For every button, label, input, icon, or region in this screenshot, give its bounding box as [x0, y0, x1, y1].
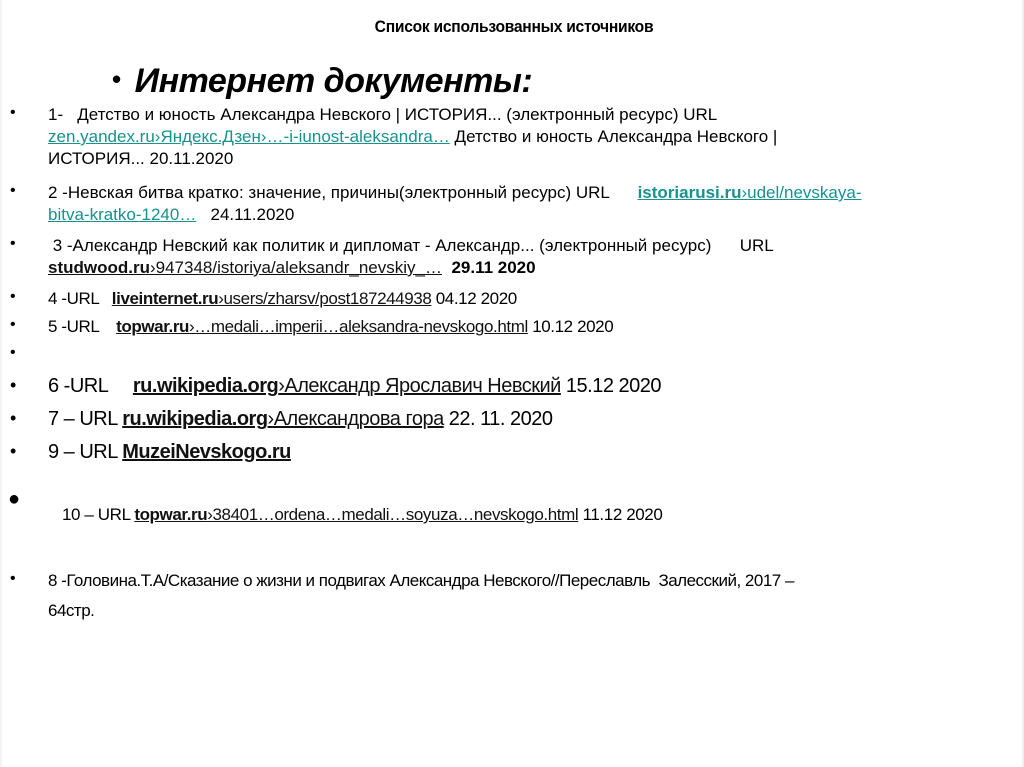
source-2-link-cont[interactable]: [48, 205, 196, 224]
source-2-link[interactable]: [638, 183, 862, 202]
link-path: ›38401…ordena…medali…soyuza…nevskogo.html: [207, 505, 579, 524]
source-7-date: 22. 11. 2020: [443, 408, 553, 430]
link-domain: istoriarusi.ru: [637, 183, 742, 202]
source-7-prefix: 7 – URL: [48, 408, 123, 430]
source-9-link[interactable]: [122, 441, 291, 463]
source-3-title: 3 -Александр Невский как политик и дипломат - Александр... (электронный ресурс) URL: [48, 236, 774, 255]
link-domain: topwar.ru: [116, 317, 190, 336]
source-6-prefix: 6 -URL: [48, 375, 133, 397]
link-path: ›Яндекс.Дзен›…-i-iunost-aleksandra…: [154, 127, 450, 146]
source-1-title: 1- Детство и юность Александра Невского | ИСТОРИЯ... (электронный ресурс) URL: [48, 105, 718, 124]
link-domain: studwood.ru: [48, 258, 150, 277]
bullet: •: [10, 235, 16, 252]
bullet: •: [10, 104, 16, 121]
link-domain: topwar.ru: [134, 505, 208, 524]
bullet: •: [10, 316, 16, 333]
bullet: •: [10, 570, 16, 587]
source-2-title: 2 -Невская битва кратко: значение, причины(электронный ресурс) URL: [48, 183, 610, 202]
bullet: •: [10, 375, 17, 395]
source-10-link[interactable]: [134, 505, 578, 524]
link-domain: zen.yandex.ru: [48, 127, 155, 146]
bullet: •: [10, 182, 16, 199]
source-8-line2: 64стр.: [48, 601, 95, 620]
bullet: •: [10, 441, 17, 461]
section-bullet: •: [112, 64, 121, 94]
source-4-prefix: 4 -URL: [48, 289, 112, 308]
link-domain: MuzeiNevskogo.ru: [122, 441, 291, 463]
section-heading-text: Интернет документы:: [134, 62, 533, 100]
link-path: ›Александрова гора: [267, 408, 444, 430]
bullet: •: [10, 408, 17, 428]
source-7-link[interactable]: [122, 408, 444, 430]
source-5-link[interactable]: [116, 317, 528, 336]
bullet: ●: [8, 488, 21, 510]
source-5-date: 10.12 2020: [527, 317, 614, 336]
link-domain: ru.wikipedia.org: [132, 375, 279, 397]
source-10-prefix: 10 – URL: [62, 505, 135, 524]
link-path: bitva-kratko-1240…: [48, 205, 197, 224]
source-4-date: 04.12 2020: [431, 289, 517, 308]
source-10-date: 11.12 2020: [578, 505, 663, 524]
section-heading: [112, 62, 532, 101]
source-6-link[interactable]: [133, 375, 561, 397]
link-domain: liveinternet.ru: [111, 289, 219, 308]
source-8-line1: 8 -Головина.Т.А/Сказание о жизни и подвигах Александра Невского//Переславль Залесский, 2017 –: [48, 571, 794, 590]
source-3-date: 29.11 2020: [451, 258, 536, 277]
link-path: ›users/zharsv/post187244938: [218, 289, 432, 308]
source-4-link[interactable]: [112, 289, 432, 308]
link-path: ›…medali…imperii…aleksandra-nevskogo.html: [189, 317, 528, 336]
source-3-link[interactable]: [48, 258, 442, 277]
source-1-suffix: Детство и юность Александра Невского |: [449, 127, 778, 146]
link-path: ›Александр Ярославич Невский: [278, 375, 561, 397]
source-1-date-line: ИСТОРИЯ... 20.11.2020: [48, 149, 234, 168]
bullet: •: [10, 344, 16, 361]
bullet: •: [10, 288, 16, 305]
source-9-prefix: 9 – URL: [48, 441, 123, 463]
link-path: ›udel/nevskaya-: [741, 183, 862, 202]
source-6-date: 15.12 2020: [560, 375, 662, 397]
slide-title: Список использованных источников: [374, 17, 654, 36]
link-domain: ru.wikipedia.org: [122, 408, 268, 430]
source-1-link[interactable]: [48, 127, 450, 146]
source-5-prefix: 5 -URL: [48, 317, 117, 336]
link-path: ›947348/istoriya/aleksandr_nevskiy_…: [149, 258, 442, 277]
source-2-date: 24.11.2020: [210, 205, 295, 224]
